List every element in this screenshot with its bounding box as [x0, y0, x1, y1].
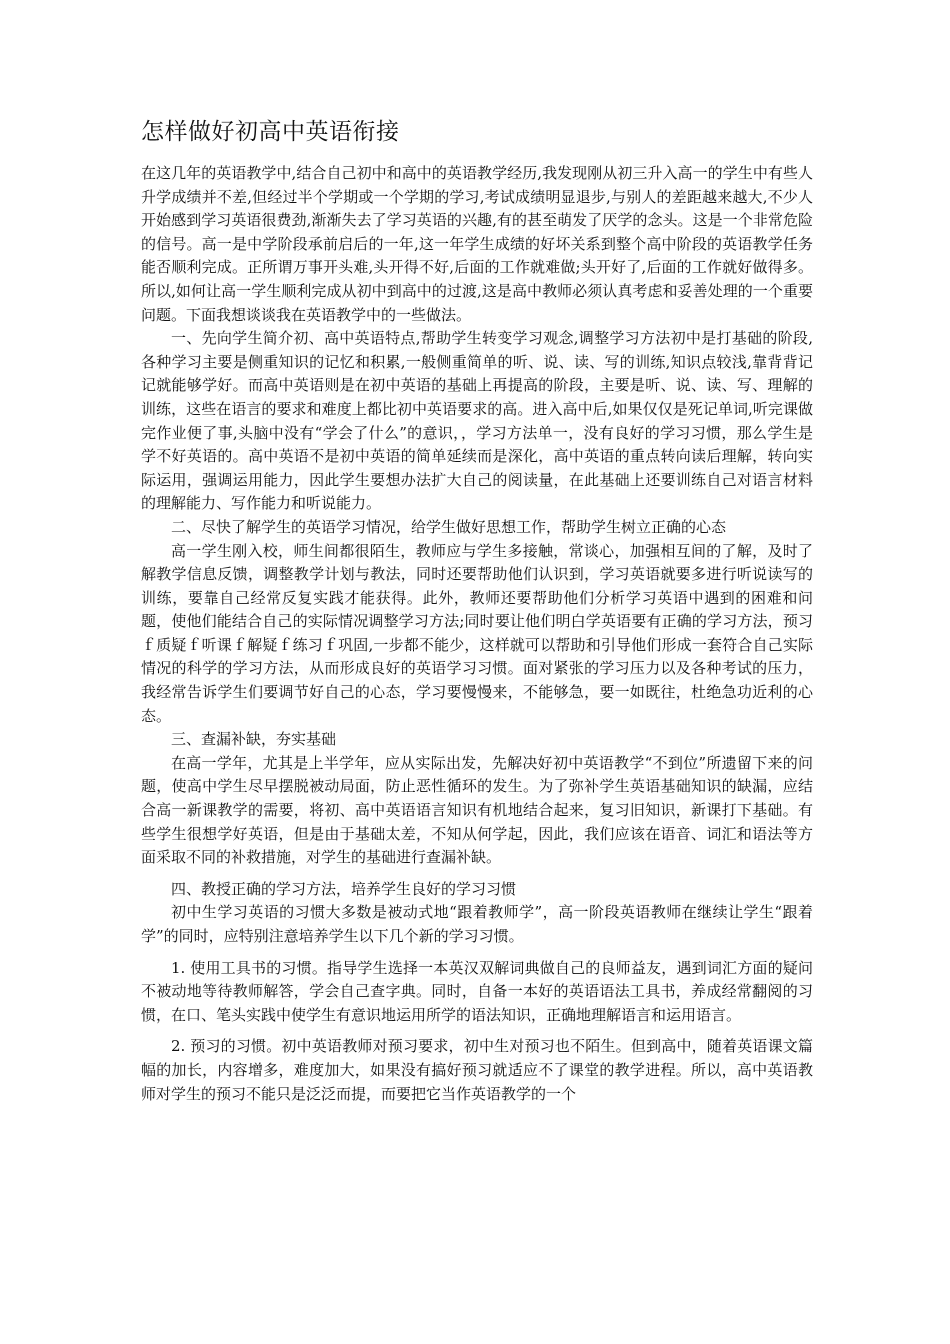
section-heading-2: 二、尽快了解学生的英语学习情况，给学生做好思想工作，帮助学生树立正确的心态 — [171, 517, 727, 536]
paragraph-section-1: 一、先向学生简介初、高中英语特点,帮助学生转变学习观念,调整学习方法初中是打基础的阶段,各种学习主要是侧重知识的记忆和积累,一般侧重简单的听、说、读、写的训练,知识点较浅,靠背背记记就能够学好。而高中英语则是在初中英语的基础上再提高的阶段，主要是听、说、读、写、理解的训练，这些在语言的要求和难度上都比初中英语要求的高。进入高中后,如果仅仅是死记单词,听完课做完作业便了事,头脑中没有“学会了什么”的意识，，学习方法单一，没有良好的学习习惯，那么学生是学不好英语的。高中英语不是初中英语的简单延续而是深化，高中英语的重点转向读后理解，转向实际运用，强调运用能力，因此学生要想办法扩大自己的阅读量，在此基础上还要训练自己对语言材料的理解能力、写作能力和听说能力。 — [141, 329, 813, 513]
paragraph-section-2: 高一学生刚入校，师生间都很陌生，教师应与学生多接触，常谈心，加强相互间的了解，及时了解教学信息反馈，调整教学计划与教法，同时还要帮助他们认识到，学习英语就要多进行听说读写的训练，要靠自己经常反复实践才能获得。此外，教师还要帮助他们分析学习英语中遇到的困难和问题，使他们能结合自己的实际情况调整学习方法;同时要让他们明白学英语要有正确的学习方法，预习ｆ质疑ｆ听课ｆ解疑ｆ练习ｆ巩固,一步都不能少，这样就可以帮助和引导他们形成一套符合自己实际情况的科学的学习方法，从而形成良好的英语学习习惯。面对紧张的学习压力以及各种考试的压力，我经常告诉学生们要调节好自己的心态，学习要慢慢来，不能够急，要一如既往，杜绝急功近利的心态。 — [141, 541, 813, 725]
paragraph-habit-2: 2. 预习的习惯。初中英语教师对预习要求，初中生对预习也不陌生。但到高中，随着英语课文篇幅的加长，内容增多，难度加大，如果没有搞好预习就适应不了课堂的教学进程。所以，高中英语教师对学生的预习不能只是泛泛而提，而要把它当作英语教学的一个 — [141, 1037, 813, 1103]
paragraph-section-4: 初中生学习英语的习惯大多数是被动式地“跟着教师学”，高一阶段英语教师在继续让学生“跟着学”的同时，应特别注意培养学生以下几个新的学习习惯。 — [141, 903, 813, 945]
section-heading-4: 四、教授正确的学习方法，培养学生良好的学习习惯 — [171, 879, 517, 898]
section-heading-3: 三、查漏补缺，夯实基础 — [171, 730, 337, 749]
document-title: 怎样做好初高中英语衔接 — [141, 119, 400, 145]
document-page — [141, 112, 813, 1106]
paragraph-intro: 在这几年的英语教学中,结合自己初中和高中的英语教学经历,我发现刚从初三升入高一的学生中有些人升学成绩并不差,但经过半个学期或一个学期的学习,考试成绩明显退步,与别人的差距越来越大,不少人开始感到学习英语很费劲,渐渐失去了学习英语的兴趣,有的甚至萌发了厌学的念头。这是一个非常危险的信号。高一是中学阶段承前启后的一年,这一年学生成绩的好坏关系到整个高中阶段的英语教学任务能否顺利完成。正所谓万事开头难,头开得不好,后面的工作就难做;头开好了,后面的工作就好做得多。所以,如何让高一学生顺利完成从初中到高中的过渡,这是高中教师必须认真考虑和妥善处理的一个重要问题。下面我想谈谈我在英语教学中的一些做法。 — [141, 164, 813, 324]
paragraph-section-3: 在高一学年，尤其是上半学年，应从实际出发，先解决好初中英语教学“不到位”所遗留下来的问题，使高中学生尽早摆脱被动局面，防止恶性循环的发生。为了弥补学生英语基础知识的缺漏，应结合高一新课教学的需要，将初、高中英语语言知识有机地结合起来，复习旧知识，新课打下基础。有些学生很想学好英语，但是由于基础太差，不知从何学起，因此，我们应该在语音、词汇和语法等方面采取不同的补救措施，对学生的基础进行查漏补缺。 — [141, 753, 813, 867]
paragraph-habit-1: 1. 使用工具书的习惯。指导学生选择一本英汉双解词典做自己的良师益友，遇到词汇方面的疑问不被动地等待教师解答，学会自己查字典。同时，自备一本好的英语语法工具书，养成经常翻阅的习惯，在口、笔头实践中使学生有意识地运用所学的语法知识，正确地理解语言和运用语言。 — [141, 958, 813, 1024]
